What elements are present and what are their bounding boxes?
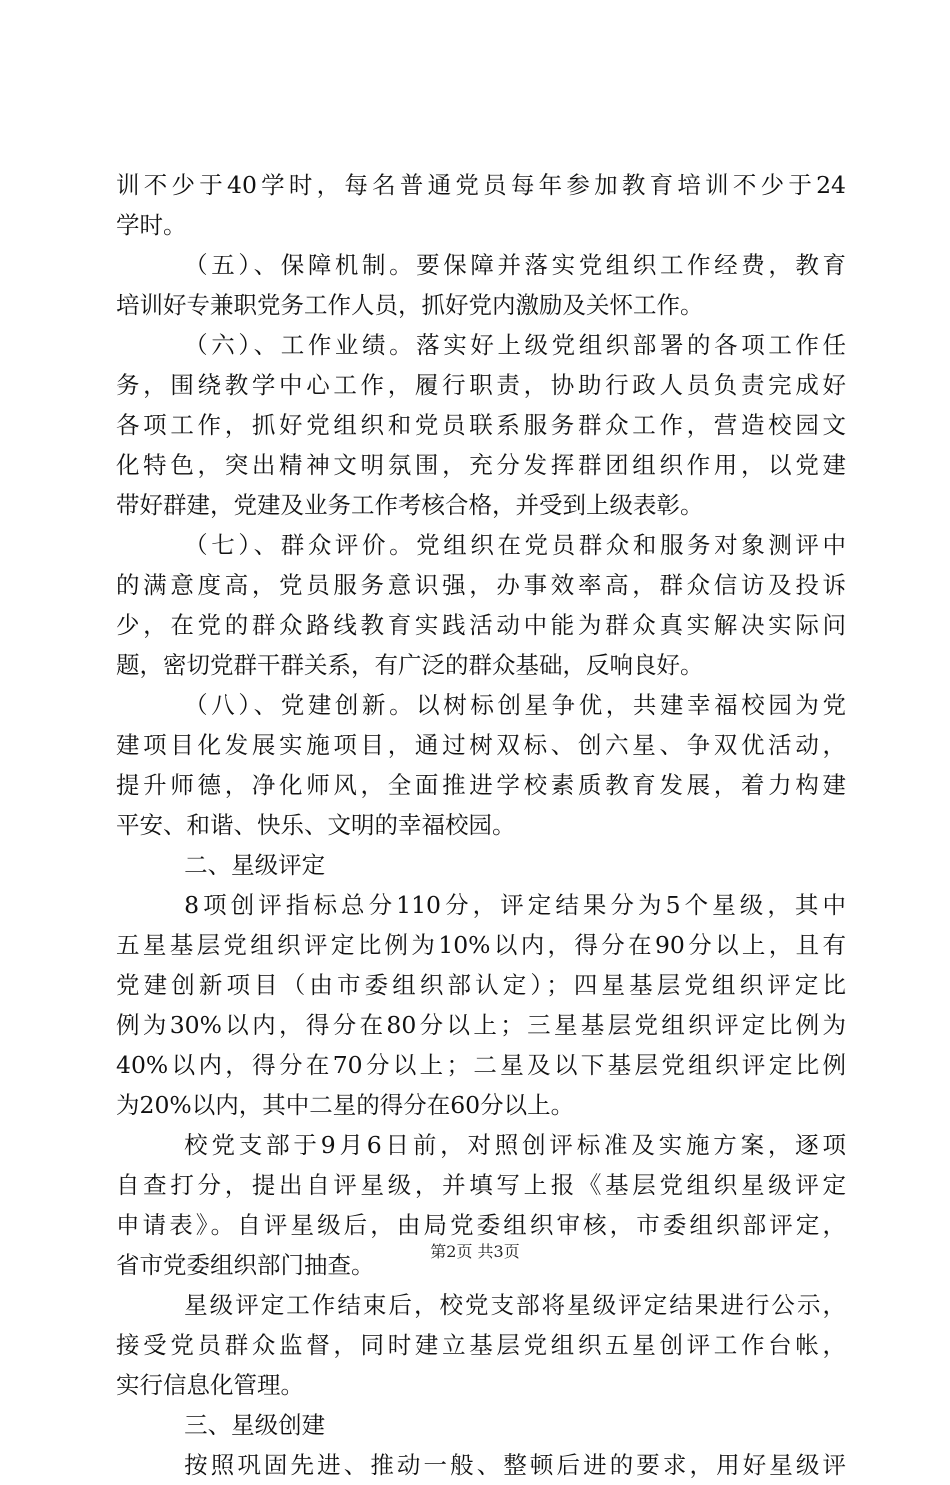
text-line: 按照巩固先进、推动一般、整顿后进的要求，用好星级评 [184, 1451, 846, 1479]
text-line: 的满意度高，党员服务意识强，办事效率高，群众信访及投诉 [116, 571, 846, 599]
text-line: 实行信息化管理。 [116, 1371, 304, 1399]
text-line: 星级评定工作结束后，校党支部将星级评定结果进行公示， [184, 1291, 846, 1319]
text-line: 化特色，突出精神文明氛围，充分发挥群团组织作用，以党建 [116, 451, 846, 479]
text-line: 建项目化发展实施项目，通过树双标、创六星、争双优活动， [116, 731, 846, 759]
text-line: （八）、党建创新。以树标创星争优，共建幸福校园为党 [184, 691, 846, 719]
text-line: 平安、和谐、快乐、文明的幸福校园。 [116, 811, 516, 839]
text-line: 培训好专兼职党务工作人员，抓好党内激励及关怀工作。 [116, 291, 704, 319]
text-line: 接受党员群众监督，同时建立基层党组织五星创评工作台帐， [116, 1331, 846, 1359]
text-line: 党建创新项目（由市委组织部认定）；四星基层党组织评定比 [116, 971, 846, 999]
text-line: 8项创评指标总分110分，评定结果分为5个星级，其中 [184, 891, 846, 919]
text-line: 提升师德，净化师风，全面推进学校素质教育发展，着力构建 [116, 771, 846, 799]
text-line: 带好群建，党建及业务工作考核合格，并受到上级表彰。 [116, 491, 704, 519]
text-line: 40%以内，得分在70分以上；二星及以下基层党组织评定比例 [116, 1051, 846, 1079]
text-line: （七）、群众评价。党组织在党员群众和服务对象测评中 [184, 531, 846, 559]
text-line: 学时。 [116, 211, 187, 239]
text-line: 申请表》。自评星级后，由局党委组织审核，市委组织部评定， [116, 1211, 846, 1239]
text-line: 校党支部于9月6日前，对照创评标准及实施方案，逐项 [184, 1131, 846, 1159]
text-line: 少，在党的群众路线教育实践活动中能为群众真实解决实际问 [116, 611, 846, 639]
text-line: 题，密切党群干群关系，有广泛的群众基础，反响良好。 [116, 651, 704, 679]
text-line: （六）、工作业绩。落实好上级党组织部署的各项工作任 [184, 331, 846, 359]
text-line: 五星基层党组织评定比例为10%以内，得分在90分以上，且有 [116, 931, 846, 959]
text-line: 省市党委组织部门抽查。 [116, 1251, 375, 1279]
page-footer: 第2页 共3页 [430, 1242, 520, 1261]
text-line: 二、星级评定 [184, 851, 326, 879]
text-line: 各项工作，抓好党组织和党员联系服务群众工作，营造校园文 [116, 411, 846, 439]
text-line: 训不少于40学时，每名普通党员每年参加教育培训不少于24 [116, 171, 846, 199]
document-body [116, 165, 846, 1485]
text-line: 务，围绕教学中心工作，履行职责，协助行政人员负责完成好 [116, 371, 846, 399]
text-line: 自查打分，提出自评星级，并填写上报《基层党组织星级评定 [116, 1171, 846, 1199]
text-line: 三、星级创建 [184, 1411, 326, 1439]
text-line: 例为30%以内，得分在80分以上；三星基层党组织评定比例为 [116, 1011, 846, 1039]
text-line: 为20%以内，其中二星的得分在60分以上。 [116, 1091, 575, 1119]
text-line: （五）、保障机制。要保障并落实党组织工作经费，教育 [184, 251, 846, 279]
